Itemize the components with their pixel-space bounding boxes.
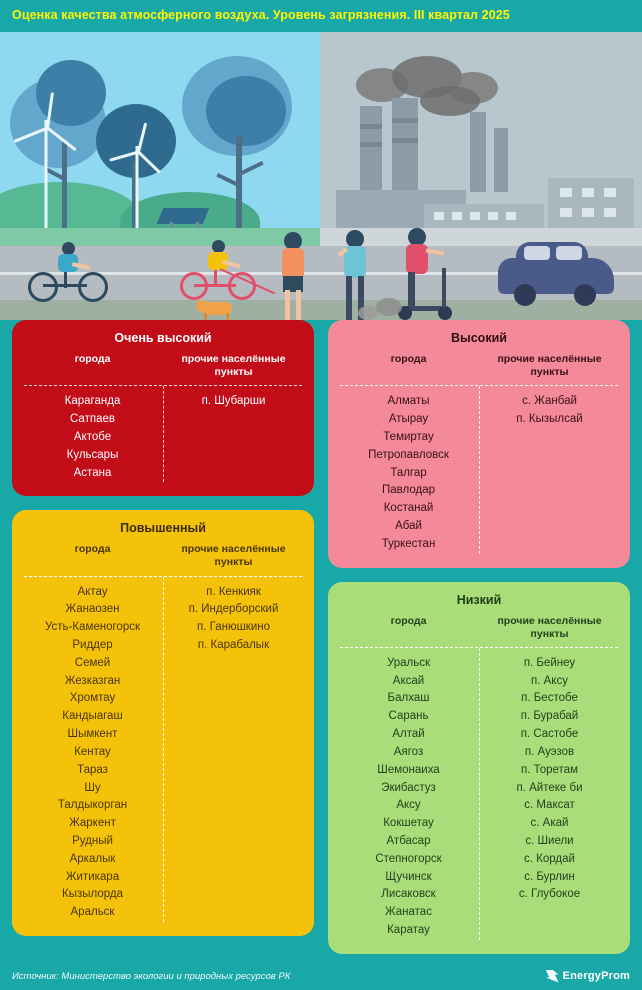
list-item: п. Торетам [521,763,578,776]
list-item: п. Ауэзов [524,745,575,758]
car-figure [498,240,622,314]
cyclist-figure [180,238,280,304]
factory-chimney [494,128,508,192]
header [0,0,642,32]
list-item: п. Индерборский [188,603,279,616]
building-window [604,188,616,197]
table-body [338,393,620,553]
list-item: с. Бурлин [524,870,575,883]
list-item: Кандыагаш [62,710,123,723]
list-item: Алматы [387,395,430,408]
building-window [470,212,480,220]
list-item: Темиртау [383,430,434,443]
list-item: Атырау [388,413,429,426]
wind-turbine-icon [26,118,66,238]
cities-list [338,655,479,940]
building-window [560,188,572,197]
list-item: Кызылорда [62,888,123,901]
table-header [338,615,620,647]
scooter-rider-figure [396,228,466,320]
tree-trunk [236,137,242,242]
table-header [338,353,620,385]
list-item: Астана [73,466,112,479]
list-item: Кентау [74,745,111,758]
list-item: Аркалык [69,852,116,865]
card-very-high [12,320,314,496]
list-item: Павлодар [382,484,435,497]
dog-figure [196,300,242,320]
settlements-list [479,393,620,553]
list-item: п. Ганюшкино [197,621,270,634]
list-item: Алтай [392,728,425,741]
building-window [582,208,594,217]
list-item: с. Глубокое [518,888,581,901]
list-item: п. Кенкияк [206,585,261,598]
building-window [488,212,498,220]
list-item: Караганда [64,395,121,408]
list-item: Усть-Каменогорск [44,621,141,634]
list-item: Жезказган [64,674,121,687]
chimney-band [392,118,418,123]
list-item: Жанаозен [65,603,120,616]
list-item: Шымкент [67,728,118,741]
table-body [22,393,304,482]
card-table [22,353,304,482]
tree-icon [206,76,286,146]
list-item: Абай [395,519,422,532]
chimney-band [360,142,382,147]
cards-column-left [12,320,314,950]
factory-chimney [392,98,418,192]
brand-logo [546,970,630,983]
list-item: с. Максат [524,799,575,812]
list-item: Талгар [390,466,427,479]
brand-name: EnergyProm [562,970,630,982]
list-item: Аральск [70,906,115,919]
footer [0,962,642,990]
list-item: Каратау [387,924,430,936]
list-item: п. Бейнеу [523,656,576,669]
cards-column-right [328,320,630,968]
table-body [22,584,304,922]
column-header-settlements: прочие населённые пункты [497,614,602,640]
chimney-band [360,124,382,129]
card-title: Высокий [451,331,507,345]
list-item: Костанай [383,502,434,515]
list-item: Рудный [72,834,113,847]
table-body [338,655,620,940]
cyclist-figure [28,242,124,304]
card-title: Низкий [456,592,502,607]
column-header-settlements: прочие населённые пункты [181,353,286,379]
column-header-cities: города [390,353,427,365]
list-item: с. Акай [530,817,569,830]
list-item: Кульсары [66,448,119,461]
column-header-settlements: прочие населённые пункты [497,353,602,379]
pedestrian-with-dog-figure [272,232,318,320]
list-item: Житикара [65,870,120,883]
list-item: Жаркент [69,817,116,830]
building-window [560,208,572,217]
list-item: с. Кордай [524,852,575,865]
column-header-cities: города [74,543,111,556]
table-header [22,543,304,575]
list-item: Аксу [396,799,421,812]
card-low [328,582,630,954]
list-item: Аксай [392,674,425,687]
list-item: Щучинск [385,870,432,883]
factory-chimney [470,112,486,192]
settlements-list [163,393,304,482]
list-item: Шу [84,781,101,794]
list-item: Балхаш [387,692,430,705]
building-window [506,212,516,220]
table-header [22,353,304,385]
cities-list [22,584,163,922]
list-item: Риддер [72,639,113,651]
cities-list [338,393,479,553]
card-table [338,353,620,554]
list-item: Талдыкорган [57,799,128,812]
bolt-icon [546,970,559,983]
chimney-band [392,138,418,143]
list-item: Сарань [388,710,429,723]
list-item: п. Кызылсай [516,413,583,426]
cities-list [22,393,163,482]
list-item: п. Бурабай [520,710,579,723]
list-item: Семей [74,656,111,669]
column-header-settlements: прочие населённые пункты [181,543,286,569]
list-item: с. Жанбай [522,395,577,408]
list-item: Актобе [73,430,112,443]
card-elevated [12,510,314,936]
list-item: п. Бестобе [521,692,578,705]
list-item: Степногорск [375,852,442,865]
building-window [582,188,594,197]
column-header-cities: города [390,614,427,627]
illustration [0,32,642,320]
wind-turbine-icon [120,144,154,240]
building-window [434,212,444,220]
page-title: Оценка качества атмосферного воздуха. Уровень загрязнения. III квартал 2025 [12,8,510,23]
list-item: п. Карабалык [197,639,270,651]
list-item: Актау [77,585,108,598]
list-item: п. Аксу [531,674,568,687]
settlements-list [163,584,304,922]
list-item: Тараз [77,763,108,776]
list-item: Атбасар [386,834,431,847]
list-item: Экибастуз [381,781,436,794]
card-table [338,615,620,940]
tree-icon [36,60,106,126]
list-item: п. Шубарши [201,395,266,408]
card-high [328,320,630,568]
building-window [452,212,462,220]
card-title: Повышенный [120,521,206,536]
column-header-cities: города [74,353,111,365]
building-window [604,208,616,217]
card-table [22,543,304,922]
list-item: п. Айтеке би [516,781,583,794]
list-item: с. Шиели [525,834,574,847]
list-item: Хромтау [69,692,116,705]
list-item: Жанатас [385,906,432,919]
settlements-list [479,655,620,940]
list-item: Кокшетау [383,817,434,830]
list-item: Лисаковск [381,888,436,901]
list-item: Аягоз [393,745,424,758]
factory-chimney [360,106,382,192]
list-item: Петропавловск [368,448,449,461]
card-title: Очень высокий [114,331,212,345]
solar-panel-icon [157,208,209,224]
list-item: Туркестан [381,537,436,550]
list-item: Уральск [386,656,431,669]
list-item: Шемонаиха [377,763,440,776]
list-item: п. Састобе [520,728,579,741]
source-note: Источник: Министерство экологии и природных ресурсов РК [12,970,291,982]
list-item: Сатпаев [70,413,115,426]
